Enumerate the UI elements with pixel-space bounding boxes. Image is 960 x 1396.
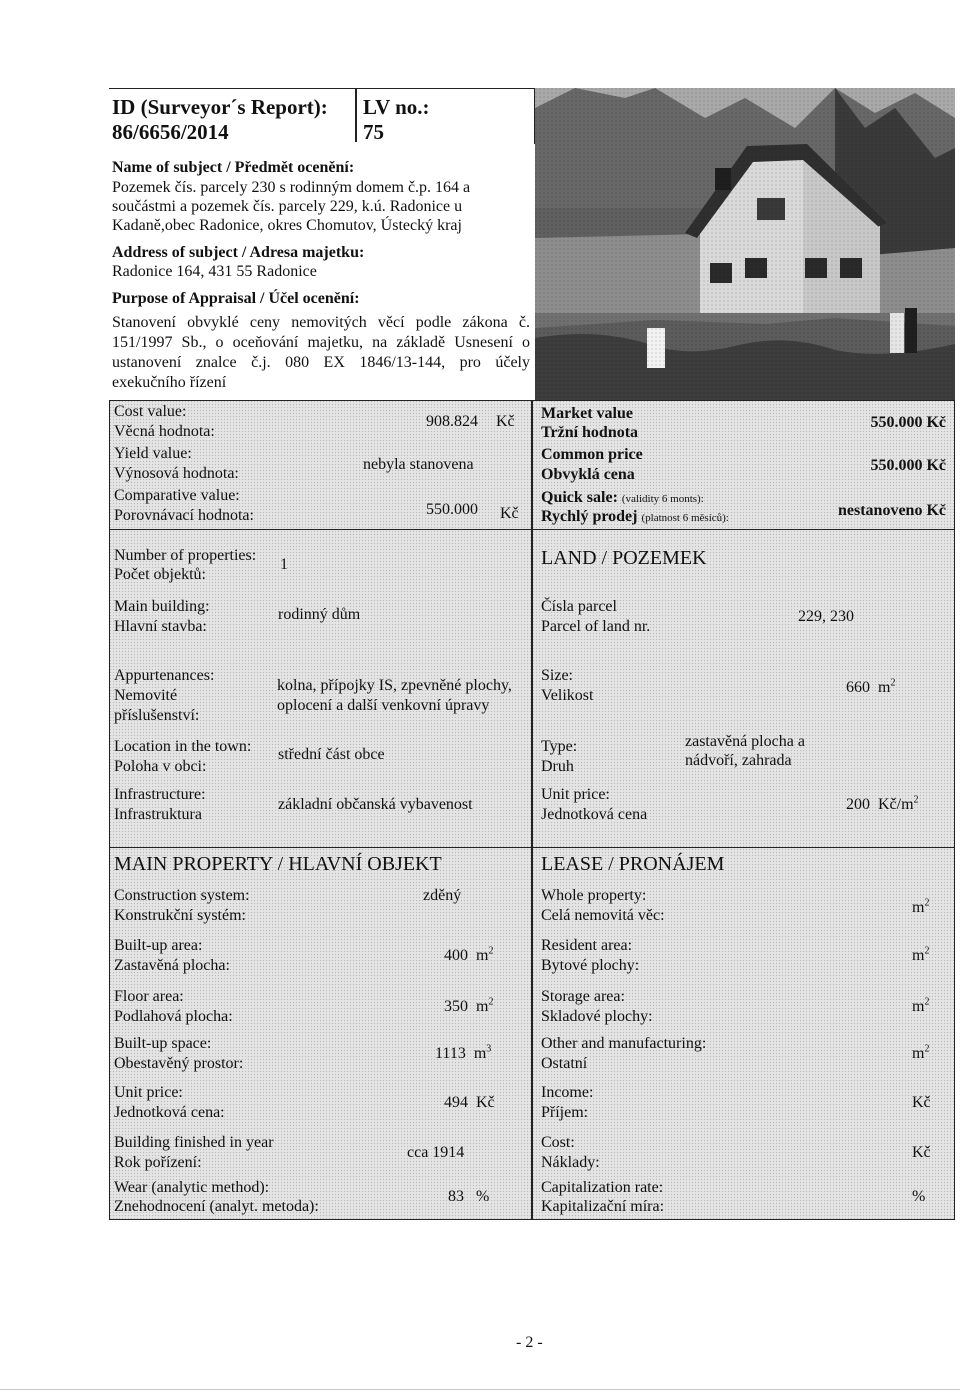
location-value: střední část obce	[278, 746, 385, 763]
builtup-space-unit: m	[473, 1045, 487, 1062]
lv-label: LV no.:	[363, 95, 430, 119]
builtup-space-exp: 3	[486, 1043, 492, 1055]
size-unit-exp: 2	[890, 677, 896, 689]
lv-value: 75	[363, 120, 384, 144]
wear-value	[448, 1187, 489, 1206]
appurtenances-value1: kolna, přípojky IS, zpevněné plochy,	[277, 677, 512, 694]
num-properties-value: 1	[280, 556, 288, 573]
parcel-value: 229, 230	[798, 608, 854, 625]
wear-unit: %	[476, 1188, 490, 1205]
wear-number: 83	[448, 1188, 464, 1205]
unit-price-number: 200	[846, 796, 870, 813]
size-label: Size:	[541, 667, 573, 684]
cap-rate-unit: %	[912, 1188, 926, 1205]
year-finished-label: Building finished in year	[114, 1134, 274, 1151]
appurtenances-label-cz2: příslušenství:	[114, 707, 200, 724]
quick-sale-label-cz	[541, 507, 729, 528]
size-number: 660	[846, 679, 870, 696]
yield-value: nebyla stanovena	[363, 456, 474, 473]
comparative-value-label: Comparative value:	[114, 487, 240, 504]
purpose-value: Stanovení obvyklé ceny nemovitých věcí podle zákona č. 151/1997 Sb., o oceňování majetku, na základě Usnesení o ustanovení znalce č.j. 080 EX 1846/13-144, pro účely exekučního řízení	[112, 314, 530, 391]
address-label: Address of subject / Adresa majetku:	[112, 244, 365, 261]
yield-value-label-cz: Výnosová hodnota:	[114, 465, 239, 482]
main-building-label-cz: Hlavní stavba:	[114, 618, 207, 635]
floor-area-value	[444, 997, 493, 1016]
comparative-value: 550.000	[426, 501, 478, 518]
infrastructure-label: Infrastructure:	[114, 786, 206, 803]
num-properties-label: Number of properties:	[114, 547, 257, 564]
builtup-area-value	[444, 946, 493, 965]
report-id-value: 86/6656/2014	[112, 120, 229, 144]
year-finished-label-cz: Rok pořízení:	[114, 1154, 202, 1171]
cap-rate-label: Capitalization rate:	[541, 1179, 664, 1196]
unit-price-main-unit: Kč	[476, 1094, 495, 1111]
unit-price-exp: 2	[913, 794, 919, 806]
cost-value-unit: Kč	[496, 413, 515, 430]
cost-value: 908.824	[426, 413, 478, 430]
location-label: Location in the town:	[114, 738, 252, 755]
storage-area-unit	[912, 997, 929, 1016]
storage-area-unit-m: m	[912, 998, 925, 1015]
resident-area-unit-m: m	[912, 947, 925, 964]
quick-sale-label	[541, 488, 704, 509]
bottom-rule	[0, 1389, 960, 1390]
quick-sale-note-en: (validity 6 monts):	[621, 493, 704, 505]
size-value	[846, 678, 895, 697]
other-area-exp: 2	[924, 1043, 930, 1055]
yield-value-label: Yield value:	[114, 445, 192, 462]
construction-label: Construction system:	[114, 887, 250, 904]
unit-price-label: Unit price:	[541, 786, 610, 803]
other-area-label: Other and manufacturing:	[541, 1035, 707, 1052]
wear-label: Wear (analytic method):	[114, 1179, 270, 1196]
parcel-label-cz: Čísla parcel	[541, 598, 617, 615]
quick-sale-label-cz-text: Rychlý prodej	[541, 508, 638, 525]
quick-sale-label-en: Quick sale:	[541, 489, 618, 506]
appurtenances-label: Appurtenances:	[114, 667, 215, 684]
other-area-label-cz: Ostatní	[541, 1055, 588, 1072]
builtup-area-label-cz: Zastavěná plocha:	[114, 957, 230, 974]
cost-value-label: Cost value:	[114, 403, 187, 420]
land-title: LAND / POZEMEK	[541, 547, 707, 569]
cost-value-label-cz: Věcná hodnota:	[114, 423, 215, 440]
type-label: Type:	[541, 738, 578, 755]
lease-title: LEASE / PRONÁJEM	[541, 853, 725, 875]
construction-label-cz: Konstrukční systém:	[114, 907, 246, 924]
infrastructure-label-cz: Infrastruktura	[114, 806, 202, 823]
builtup-space-number: 1113	[435, 1045, 466, 1062]
infrastructure-value: základní občanská vybavenost	[278, 796, 473, 813]
parcel-label: Parcel of land nr.	[541, 618, 651, 635]
unit-price-main-label: Unit price:	[114, 1084, 183, 1101]
common-price-label-cz: Obvyklá cena	[541, 466, 635, 483]
size-unit: m	[878, 679, 891, 696]
builtup-space-label-cz: Obestavěný prostor:	[114, 1055, 244, 1072]
property-photo	[535, 88, 955, 400]
whole-property-label-cz: Celá nemovitá věc:	[541, 907, 665, 924]
location-label-cz: Poloha v obci:	[114, 758, 207, 775]
cost-unit: Kč	[912, 1144, 931, 1161]
whole-property-unit	[912, 898, 929, 917]
comparative-value-label-cz: Porovnávací hodnota:	[114, 507, 254, 524]
floor-area-label-cz: Podlahová plocha:	[114, 1008, 233, 1025]
resident-area-label-cz: Bytové plochy:	[541, 957, 640, 974]
quick-sale-note-cz: (platnost 6 měsíců):	[641, 512, 729, 524]
builtup-area-number: 400	[444, 947, 468, 964]
num-properties-label-cz: Počet objektů:	[114, 566, 206, 583]
builtup-area-unit: m	[476, 947, 489, 964]
subject-name-label: Name of subject / Předmět ocenění:	[112, 159, 355, 176]
address-value: Radonice 164, 431 55 Radonice	[112, 263, 317, 280]
unit-price-main-label-cz: Jednotková cena:	[114, 1104, 225, 1121]
common-price: 550.000 Kč	[870, 457, 946, 474]
type-value2: nádvoří, zahrada	[685, 752, 792, 769]
whole-property-unit-m: m	[912, 899, 925, 916]
subject-name-value: Pozemek čís. parcely 230 s rodinným domem č.p. 164 a součástmi a pozemek čís. parcely 229, k.ú. Radonice u Kadaně,obec Radonice, okres Chomutov, Ústecký kraj	[112, 179, 471, 234]
income-label: Income:	[541, 1084, 594, 1101]
whole-property-label: Whole property:	[541, 887, 647, 904]
construction-value: zděný	[423, 887, 462, 904]
floor-area-label: Floor area:	[114, 988, 184, 1005]
storage-area-label: Storage area:	[541, 988, 625, 1005]
floor-area-unit: m	[476, 998, 489, 1015]
cost-label: Cost:	[541, 1134, 575, 1151]
cap-rate-label-cz: Kapitalizační míra:	[541, 1198, 665, 1215]
builtup-space-value	[435, 1044, 491, 1063]
main-building-value: rodinný dům	[278, 606, 361, 623]
main-building-label: Main building:	[114, 598, 210, 615]
year-finished-value: cca 1914	[407, 1144, 465, 1161]
unit-price-label-cz: Jednotková cena	[541, 806, 648, 823]
unit-price-unit: Kč/m	[878, 796, 914, 813]
unit-price-value	[846, 795, 919, 814]
type-label-cz: Druh	[541, 758, 574, 775]
comparative-value-unit: Kč	[500, 505, 519, 522]
header-divider	[355, 88, 357, 142]
type-value1: zastavěná plocha a	[685, 733, 805, 750]
resident-area-exp: 2	[924, 945, 930, 957]
market-value: 550.000 Kč	[870, 414, 946, 431]
purpose-label: Purpose of Appraisal / Účel ocenění:	[112, 290, 360, 307]
page-number: - 2 -	[516, 1334, 543, 1351]
appurtenances-value2: oplocení a další venkovní úpravy	[277, 697, 490, 714]
cost-label-cz: Náklady:	[541, 1154, 600, 1171]
floor-area-exp: 2	[488, 996, 494, 1008]
storage-area-label-cz: Skladové plochy:	[541, 1008, 653, 1025]
quick-sale-value: nestanoveno Kč	[838, 502, 946, 519]
resident-area-unit	[912, 946, 929, 965]
floor-area-number: 350	[444, 998, 468, 1015]
other-area-unit-m: m	[912, 1045, 925, 1062]
market-value-label: Market value	[541, 405, 633, 422]
whole-property-exp: 2	[924, 897, 930, 909]
main-property-title: MAIN PROPERTY / HLAVNÍ OBJEKT	[114, 853, 442, 875]
resident-area-label: Resident area:	[541, 937, 633, 954]
unit-price-main-number: 494	[444, 1094, 468, 1111]
size-label-cz: Velikost	[541, 687, 594, 704]
builtup-space-label: Built-up space:	[114, 1035, 212, 1052]
common-price-label: Common price	[541, 446, 643, 463]
unit-price-main-value	[444, 1093, 495, 1112]
appurtenances-label-cz1: Nemovité	[114, 687, 178, 704]
storage-area-exp: 2	[924, 996, 930, 1008]
wear-label-cz: Znehodnocení (analyt. metoda):	[114, 1198, 319, 1215]
report-id-label: ID (Surveyor´s Report):	[112, 95, 328, 119]
builtup-area-exp: 2	[488, 945, 494, 957]
income-unit: Kč	[912, 1094, 931, 1111]
market-value-label-cz: Tržní hodnota	[541, 424, 639, 441]
other-area-unit	[912, 1044, 929, 1063]
income-label-cz: Příjem:	[541, 1104, 589, 1121]
builtup-area-label: Built-up area:	[114, 937, 203, 954]
